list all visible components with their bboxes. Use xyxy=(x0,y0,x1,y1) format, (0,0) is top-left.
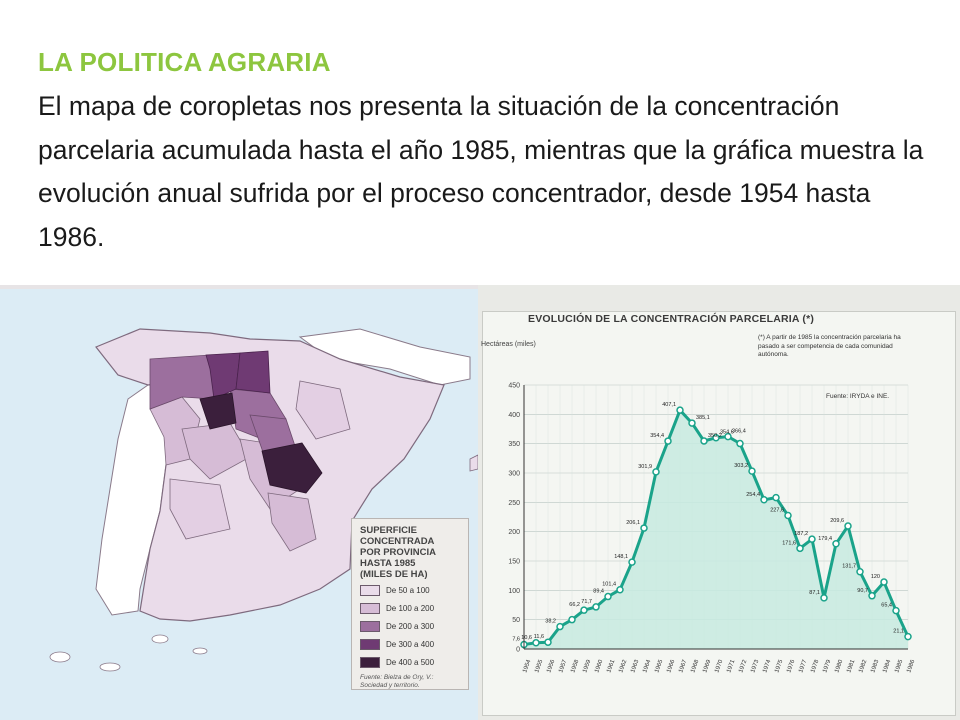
data-label: 209,6 xyxy=(830,518,844,525)
legend-label: De 300 a 400 xyxy=(386,639,435,649)
data-label: 148,1 xyxy=(614,554,628,561)
data-label: 301,9 xyxy=(638,463,652,470)
data-label: 385,1 xyxy=(696,415,710,422)
data-label: 101,4 xyxy=(602,581,616,588)
x-tick-label: 1968 xyxy=(690,659,701,674)
data-label: 65,4 xyxy=(881,602,892,609)
data-label: 11,6 xyxy=(533,634,544,641)
data-label: 187,2 xyxy=(794,531,808,538)
data-point xyxy=(893,608,899,614)
data-label: 131,7 xyxy=(842,563,856,570)
data-point xyxy=(617,587,623,593)
legend-label: De 50 a 100 xyxy=(386,585,430,595)
data-point xyxy=(545,639,551,645)
y-tick-label: 450 xyxy=(508,382,520,390)
legend-swatch xyxy=(360,603,380,614)
data-point xyxy=(881,579,887,585)
data-label: 87,1 xyxy=(809,589,820,596)
x-tick-label: 1978 xyxy=(810,659,821,674)
x-tick-label: 1985 xyxy=(894,659,905,674)
y-tick-label: 400 xyxy=(508,411,520,419)
data-point xyxy=(593,604,599,610)
x-tick-label: 1959 xyxy=(582,659,593,674)
x-tick-label: 1972 xyxy=(738,659,749,674)
data-label: 171,6 xyxy=(782,540,796,547)
y-tick-label: 350 xyxy=(508,441,520,449)
legend-label: De 100 a 200 xyxy=(386,603,435,613)
x-tick-label: 1955 xyxy=(534,659,545,674)
data-label: 206,1 xyxy=(626,520,640,527)
x-tick-label: 1965 xyxy=(654,659,665,674)
chart-ylabel: Hectáreas (miles) xyxy=(481,341,536,348)
x-tick-label: 1982 xyxy=(858,659,869,674)
legend-item xyxy=(360,600,462,616)
x-tick-label: 1967 xyxy=(678,659,689,674)
data-point xyxy=(749,468,755,474)
x-tick-label: 1986 xyxy=(906,659,917,674)
x-tick-label: 1957 xyxy=(558,659,569,674)
data-point xyxy=(857,569,863,575)
y-tick-label: 300 xyxy=(508,470,520,478)
x-tick-label: 1981 xyxy=(846,659,857,674)
data-point xyxy=(569,617,575,623)
legend-item xyxy=(360,636,462,652)
chart-note: (*) A partir de 1985 la concentración parcelaria ha pasado a ser competencia de cada comunidad autónoma. xyxy=(758,334,901,358)
x-tick-label: 1976 xyxy=(786,659,797,674)
legend-swatch xyxy=(360,585,380,596)
y-tick-label: 250 xyxy=(508,499,520,507)
data-point xyxy=(581,607,587,613)
legend-swatch xyxy=(360,621,380,632)
data-point xyxy=(761,497,767,503)
x-tick-label: 1973 xyxy=(750,659,761,674)
y-tick-label: 100 xyxy=(508,587,520,595)
x-tick-label: 1974 xyxy=(762,659,773,674)
x-tick-label: 1956 xyxy=(546,659,557,674)
legend-swatch xyxy=(360,639,380,650)
x-tick-label: 1960 xyxy=(594,659,605,674)
legend-item xyxy=(360,654,462,670)
x-tick-label: 1954 xyxy=(522,659,533,674)
data-label: 66,2 xyxy=(569,602,580,609)
data-label: 38,2 xyxy=(545,618,556,625)
x-tick-label: 1958 xyxy=(570,659,581,674)
data-label: 179,4 xyxy=(818,535,832,542)
legend-item xyxy=(360,582,462,598)
data-point xyxy=(809,536,815,542)
x-tick-label: 1964 xyxy=(642,659,653,674)
data-label: 303,2 xyxy=(734,463,748,470)
x-tick-label: 1977 xyxy=(798,659,809,674)
data-point xyxy=(797,545,803,551)
legend-swatch xyxy=(360,657,380,668)
data-point xyxy=(821,595,827,601)
data-point xyxy=(701,438,707,444)
data-label: 350,2 xyxy=(708,432,722,439)
x-tick-label: 1979 xyxy=(822,659,833,674)
data-point xyxy=(785,512,791,518)
x-tick-label: 1962 xyxy=(618,659,629,674)
data-point xyxy=(677,407,683,413)
chart-source: Fuente: IRYDA e INE. xyxy=(826,393,890,400)
data-label: 7,6 xyxy=(512,636,520,643)
x-tick-label: 1983 xyxy=(870,659,881,674)
y-tick-label: 0 xyxy=(516,646,520,654)
data-label: 90,7 xyxy=(857,587,868,594)
data-label: 71,7 xyxy=(581,598,592,605)
data-point xyxy=(905,634,911,640)
x-tick-label: 1966 xyxy=(666,659,677,674)
legend-title: SUPERFICIE CONCENTRADA POR PROVINCIA HASTA 1985 (MILES DE HA) xyxy=(360,525,437,580)
data-point xyxy=(605,594,611,600)
data-point xyxy=(689,420,695,426)
data-point xyxy=(629,559,635,565)
x-tick-label: 1980 xyxy=(834,659,845,674)
x-tick-label: 1975 xyxy=(774,659,785,674)
data-point xyxy=(665,438,671,444)
map-legend xyxy=(351,518,469,690)
data-label: 407,1 xyxy=(662,402,676,409)
data-label: 366,4 xyxy=(732,428,746,435)
x-tick-label: 1969 xyxy=(702,659,713,674)
data-point xyxy=(833,541,839,547)
data-point xyxy=(737,441,743,447)
y-tick-label: 200 xyxy=(508,529,520,537)
slide-body: El mapa de coropletas nos presenta la situación de la concentración parcelaria acumulada hasta el año 1985, mientras que la gráfica muestra la evolución anual sufrida por el proceso concentrador, desde 1954 hasta 1986. xyxy=(38,91,924,252)
x-tick-label: 1984 xyxy=(882,659,893,674)
x-tick-label: 1970 xyxy=(714,659,725,674)
data-point xyxy=(653,469,659,475)
data-label: 10,6 xyxy=(521,634,532,641)
legend-source: Fuente: Bielza de Ory, V.: Sociedad y territorio. xyxy=(360,674,434,689)
data-label: 254,4 xyxy=(746,491,760,498)
chart-title: EVOLUCIÓN DE LA CONCENTRACIÓN PARCELARIA (*) xyxy=(528,313,815,325)
x-tick-label: 1963 xyxy=(630,659,641,674)
legend-item xyxy=(360,618,462,634)
x-tick-label: 1961 xyxy=(606,659,617,674)
slide-title: LA POLITICA AGRARIA xyxy=(38,47,331,77)
data-label: 120 xyxy=(870,574,880,581)
legend-label: De 400 a 500 xyxy=(386,657,435,667)
slide-text xyxy=(38,42,938,259)
data-label: 89,4 xyxy=(593,588,604,595)
data-label: 21,1 xyxy=(893,628,904,635)
data-point xyxy=(773,495,779,501)
x-tick-label: 1971 xyxy=(726,659,737,674)
data-point xyxy=(533,640,539,646)
data-label: 354,4 xyxy=(650,433,664,440)
y-tick-label: 150 xyxy=(508,558,520,566)
y-tick-label: 50 xyxy=(512,617,520,625)
data-point xyxy=(869,593,875,599)
legend-label: De 200 a 300 xyxy=(386,621,435,631)
data-point xyxy=(557,624,563,630)
data-point xyxy=(641,525,647,531)
data-label: 227,6 xyxy=(770,507,784,514)
data-point xyxy=(845,523,851,529)
data-label: 354,6 xyxy=(720,429,734,436)
